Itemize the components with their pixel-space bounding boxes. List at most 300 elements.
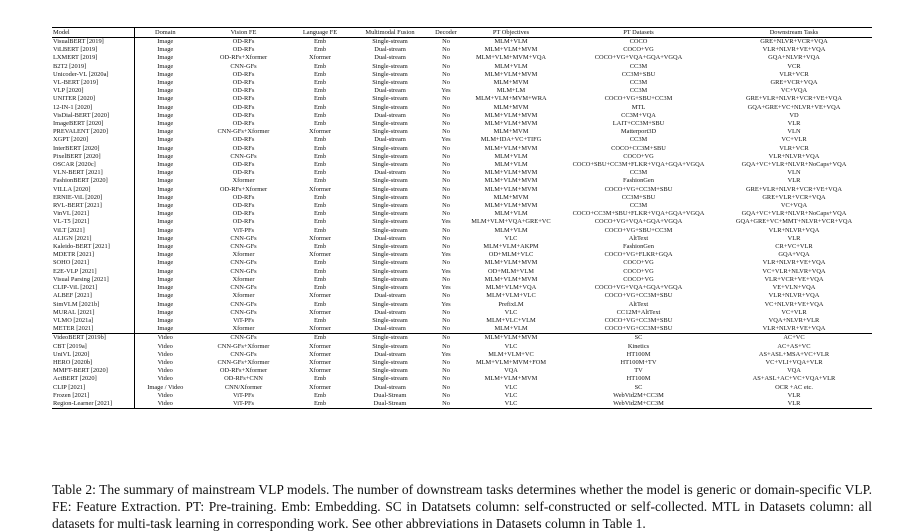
image-model-cell-vision-fe: OD-RFs bbox=[232, 120, 255, 128]
video-model-cell-multimodal-fusion: Dual-Stream bbox=[373, 399, 407, 407]
image-model-cell-pt-datasets: Matterport3D bbox=[620, 128, 657, 136]
image-model-cell-pt-datasets: COCO+VG bbox=[623, 267, 654, 275]
video-model-cell-decoder: No bbox=[442, 358, 450, 366]
image-model-cell-pt-objectives: MLM+VLM bbox=[494, 152, 528, 160]
image-model-cell-pt-datasets: COCO+VG bbox=[623, 152, 654, 160]
video-model-cell-pt-datasets: HT100M bbox=[626, 375, 651, 383]
image-model-cell-pt-objectives: MLM+VLM bbox=[494, 38, 528, 45]
image-model-cell-pt-objectives: MLM+VLM+VLC bbox=[486, 292, 536, 300]
image-model-cell-vision-fe: CNN-GFs bbox=[230, 234, 257, 242]
image-model-cell-downstream-tasks: VLR+NLVR+VQA bbox=[768, 226, 820, 234]
image-model-cell-vision-fe: OD-RFs bbox=[232, 193, 255, 201]
image-model-cell-decoder: No bbox=[442, 292, 450, 300]
image-model-cell-decoder: No bbox=[442, 325, 450, 333]
image-model-cell-decoder: No bbox=[442, 243, 450, 251]
table-row bbox=[52, 375, 872, 383]
image-model-cell-language-fe: Xformer bbox=[308, 292, 331, 300]
video-model-cell-model: CBT [2019a] bbox=[52, 343, 134, 351]
video-model-cell-domain: Image / Video bbox=[147, 383, 184, 391]
image-model-cell-downstream-tasks: VC+VQA bbox=[780, 202, 808, 210]
image-model-cell-pt-objectives: MLM+VLM+MVM bbox=[484, 120, 538, 128]
video-model-cell-vision-fe: CNN/Xformer bbox=[224, 383, 263, 391]
video-model-cell-domain: Video bbox=[157, 342, 173, 350]
video-model-cell-vision-fe: ViT-PFs bbox=[232, 399, 255, 407]
image-model-cell-model: MURAL [2021] bbox=[52, 309, 134, 317]
table-row bbox=[52, 351, 872, 359]
image-model-cell-pt-datasets: COCO+VG+CC3M+SBU bbox=[604, 316, 673, 324]
image-model-cell-language-fe: Emb bbox=[313, 243, 327, 251]
image-model-cell-domain: Image bbox=[157, 259, 174, 267]
table-row bbox=[52, 153, 872, 161]
image-model-cell-pt-datasets: COCO+VG+CC3M+SBU bbox=[604, 292, 673, 300]
image-model-cell-downstream-tasks: VLR bbox=[787, 234, 801, 242]
image-model-cell-domain: Image bbox=[157, 243, 174, 251]
video-model-cell-pt-objectives: VLC bbox=[504, 399, 518, 407]
image-model-cell-multimodal-fusion: Dual-stream bbox=[374, 308, 406, 316]
image-model-cell-model: OSCAR [2020c] bbox=[52, 161, 134, 169]
image-model-cell-vision-fe: OD-RFs bbox=[232, 70, 255, 78]
image-model-cell-model: SOHO [2021] bbox=[52, 259, 134, 267]
video-model-cell-domain: Video bbox=[157, 358, 173, 366]
image-model-cell-language-fe: Emb bbox=[313, 316, 327, 324]
image-model-cell-domain: Image bbox=[157, 136, 174, 144]
image-model-cell-multimodal-fusion: Dual-stream bbox=[374, 169, 406, 177]
image-model-cell-multimodal-fusion: Dual-stream bbox=[374, 292, 406, 300]
image-model-cell-downstream-tasks: VCR bbox=[787, 62, 801, 70]
image-model-cell-pt-datasets: FashionGen bbox=[623, 177, 654, 185]
image-model-cell-language-fe: Xformer bbox=[308, 128, 331, 136]
image-model-cell-language-fe: Xformer bbox=[308, 325, 331, 333]
image-model-cell-pt-objectives: MLM+VLC+VLM bbox=[486, 316, 536, 324]
video-model-cell-downstream-tasks: VLR bbox=[787, 399, 801, 407]
image-model-cell-domain: Image bbox=[157, 103, 174, 111]
image-model-cell-decoder: Yes bbox=[441, 300, 451, 308]
table-row bbox=[52, 54, 872, 62]
image-model-cell-decoder: No bbox=[442, 210, 450, 218]
image-model-cell-downstream-tasks: CR+VC+VLR bbox=[775, 243, 813, 251]
image-model-cell-decoder: No bbox=[442, 128, 450, 136]
image-model-cell-downstream-tasks: VLR bbox=[787, 177, 801, 185]
image-model-cell-pt-datasets: MTL bbox=[631, 103, 646, 111]
table-row bbox=[52, 367, 872, 375]
image-model-cell-language-fe: Xformer bbox=[308, 251, 331, 259]
image-model-cell-decoder: No bbox=[442, 234, 450, 242]
image-model-cell-language-fe: Emb bbox=[313, 177, 327, 185]
image-model-cell-language-fe: Emb bbox=[313, 226, 327, 234]
image-model-cell-pt-objectives: MLM+VLM+MVM bbox=[484, 111, 538, 119]
image-model-cell-downstream-tasks: GRE+VLR+NLVR+VCR+VE+VQA bbox=[746, 185, 842, 193]
video-model-cell-language-fe: Emb bbox=[313, 391, 327, 399]
image-model-cell-model: ALIGN [2021] bbox=[52, 235, 134, 243]
video-model-cell-pt-datasets: SC bbox=[634, 383, 643, 391]
image-model-cell-language-fe: Emb bbox=[313, 202, 327, 210]
image-model-cell-vision-fe: Xformer bbox=[232, 325, 255, 333]
video-model-cell-pt-objectives: MLM+VLM+MVM bbox=[461, 334, 561, 343]
image-model-cell-language-fe: Xformer bbox=[308, 308, 331, 316]
image-model-cell-multimodal-fusion: Single-stream bbox=[372, 185, 408, 193]
video-model-cell-multimodal-fusion: Single-stream bbox=[372, 342, 408, 350]
image-model-cell-pt-datasets: COCO+VG+SBU+CC3M bbox=[604, 226, 673, 234]
image-model-cell-pt-datasets: COCO+VG+CC3M+SBU bbox=[604, 325, 673, 333]
header-model: Model bbox=[52, 28, 134, 38]
image-model-cell-multimodal-fusion: Single-stream bbox=[372, 152, 408, 160]
image-model-cell-decoder: No bbox=[442, 79, 450, 87]
image-model-cell-vision-fe: OD-RFs bbox=[232, 218, 255, 226]
table-row bbox=[52, 79, 872, 87]
image-model-cell-vision-fe: OD-RFs bbox=[232, 202, 255, 210]
image-model-cell-multimodal-fusion: Dual-stream bbox=[374, 111, 406, 119]
image-model-cell-downstream-tasks: VC+NLVR+VE+VQA bbox=[764, 300, 824, 308]
image-model-cell-downstream-tasks: GQA+VC+VLR+NLVR+NoCaps+VQA bbox=[741, 210, 847, 218]
video-model-cell-pt-objectives: VQA bbox=[504, 367, 518, 375]
image-model-cell-pt-datasets: CC3M bbox=[629, 169, 648, 177]
image-model-cell-vision-fe: CNN-GFs bbox=[230, 243, 257, 251]
image-model-cell-pt-objectives: MLM+VLM+MVM bbox=[484, 259, 538, 267]
image-model-cell-multimodal-fusion: Single-stream bbox=[372, 120, 408, 128]
table-row bbox=[52, 71, 872, 79]
video-model-cell-decoder: No bbox=[442, 399, 450, 407]
video-model-cell-multimodal-fusion: Dual-stream bbox=[374, 383, 406, 391]
image-model-cell-pt-datasets: COCO+VG+VQA+GQA+VGQA bbox=[594, 54, 683, 62]
image-model-cell-vision-fe: Xformer bbox=[232, 275, 255, 283]
table-row bbox=[52, 325, 872, 334]
table-row bbox=[52, 284, 872, 292]
table-row bbox=[52, 292, 872, 300]
image-model-cell-vision-fe: OD-RFs bbox=[232, 210, 255, 218]
image-model-cell-language-fe: Emb bbox=[313, 70, 327, 78]
video-model-cell-decoder: No bbox=[442, 367, 450, 375]
video-model-cell-vision-fe: OD-RFs+Xformer bbox=[219, 367, 268, 375]
video-model-cell-model: CLIP [2021] bbox=[52, 384, 134, 392]
image-model-cell-decoder: No bbox=[442, 111, 450, 119]
image-model-cell-vision-fe: OD-RFs bbox=[232, 111, 255, 119]
image-model-cell-model: B2T2 [2019] bbox=[52, 63, 134, 71]
image-model-cell-domain: Image bbox=[157, 79, 174, 87]
image-model-cell-downstream-tasks: VLR+VCR bbox=[779, 144, 809, 152]
image-model-cell-multimodal-fusion: Single-stream bbox=[372, 316, 408, 324]
table-row bbox=[52, 400, 872, 409]
image-model-cell-decoder: No bbox=[442, 144, 450, 152]
image-model-cell-downstream-tasks: VLR+VCR bbox=[779, 70, 809, 78]
image-model-cell-model: CLIP-ViL [2021] bbox=[52, 284, 134, 292]
image-model-cell-language-fe: Emb bbox=[313, 103, 327, 111]
video-model-cell-downstream-tasks: VQA bbox=[787, 367, 801, 375]
image-model-cell-model: VLP [2020] bbox=[52, 87, 134, 95]
image-model-cell-decoder: Yes bbox=[441, 87, 451, 95]
image-model-cell-model: Visual Parsing [2021] bbox=[52, 276, 134, 284]
image-model-cell-downstream-tasks: VLR+NLVR+VE+VQA bbox=[762, 46, 826, 54]
video-model-cell-downstream-tasks: AS+ASL+AC+VC+VQA+VLR bbox=[752, 375, 836, 383]
image-model-cell-downstream-tasks: GQA+VC+VLR+NLVR+NoCaps+VQA bbox=[741, 161, 847, 169]
table-row bbox=[52, 392, 872, 400]
image-model-cell-decoder: No bbox=[442, 202, 450, 210]
table-row bbox=[52, 301, 872, 309]
video-model-cell-model: MMFT-BERT [2020] bbox=[52, 367, 134, 375]
video-model-cell-multimodal-fusion: Single-stream bbox=[372, 358, 408, 366]
image-model-cell-downstream-tasks: VC+VLR bbox=[781, 308, 807, 316]
image-model-cell-pt-objectives: MLM+VLM+AKPM bbox=[483, 243, 539, 251]
image-model-cell-vision-fe: CNN-GFs bbox=[230, 284, 257, 292]
image-model-cell-model: ImageBERT [2020] bbox=[52, 120, 134, 128]
table-row bbox=[52, 202, 872, 210]
image-model-cell-pt-datasets: COCO+VG bbox=[623, 259, 654, 267]
image-model-cell-domain: Image bbox=[157, 325, 174, 333]
video-model-cell-model: HERO [2020b] bbox=[52, 359, 134, 367]
image-model-cell-domain: Image bbox=[157, 284, 174, 292]
image-model-cell-vision-fe: OD-RFs bbox=[232, 103, 255, 111]
image-model-cell-pt-datasets: LAIT+CC3M+SBU bbox=[612, 120, 665, 128]
image-model-cell-domain: Image bbox=[157, 144, 174, 152]
image-model-cell-domain: Image bbox=[157, 210, 174, 218]
table-row bbox=[52, 243, 872, 251]
image-model-cell-pt-objectives: MLM+VLM+MVM bbox=[484, 70, 538, 78]
image-model-cell-domain: Image bbox=[157, 128, 174, 136]
table-row bbox=[52, 227, 872, 235]
video-model-cell-decoder: No bbox=[442, 383, 450, 391]
video-model-cell-vision-fe: CNN-GFs+Xformer bbox=[217, 358, 270, 366]
header-pt-objectives: PT Objectives bbox=[461, 28, 561, 38]
image-model-cell-pt-objectives: MLM+MVM bbox=[493, 128, 529, 136]
image-model-cell-decoder: No bbox=[442, 46, 450, 54]
image-model-cell-downstream-tasks: GRE+VLR+NLVR+VCR+VE+VQA bbox=[746, 95, 842, 103]
image-model-cell-pt-datasets: COCO+SBU+CC3M+FLKR+VQA+GQA+VGQA bbox=[572, 161, 705, 169]
video-model-cell-decoder: Yes bbox=[441, 350, 451, 358]
image-model-cell-multimodal-fusion: Single-stream bbox=[372, 161, 408, 169]
video-model-cell-language-fe: Xformer bbox=[308, 383, 331, 391]
image-model-cell-multimodal-fusion: Single-stream bbox=[372, 243, 408, 251]
image-model-cell-domain: Image bbox=[157, 267, 174, 275]
video-model-cell-domain: Video bbox=[157, 399, 173, 407]
image-model-cell-domain: Image bbox=[157, 185, 174, 193]
image-model-cell-multimodal-fusion: Single-stream bbox=[372, 226, 408, 234]
image-model-cell-decoder: No bbox=[442, 226, 450, 234]
image-model-cell-pt-objectives: MLM+VLM bbox=[494, 226, 528, 234]
image-model-cell-multimodal-fusion: Single-stream bbox=[372, 144, 408, 152]
image-model-cell-pt-objectives: MLM+LM bbox=[496, 87, 526, 95]
image-model-cell-model: RVL-BERT [2021] bbox=[52, 202, 134, 210]
table-row bbox=[52, 251, 872, 259]
image-model-cell-vision-fe: CNN-GFs bbox=[230, 308, 257, 316]
table-row bbox=[52, 259, 872, 267]
image-model-cell-model: VisDial-BERT [2020] bbox=[52, 112, 134, 120]
image-model-cell-vision-fe: OD-RFs+Xformer bbox=[219, 54, 268, 62]
video-model-cell-pt-datasets: SC bbox=[561, 334, 716, 343]
image-model-cell-domain: Image bbox=[157, 308, 174, 316]
image-model-cell-domain: Image bbox=[157, 38, 174, 45]
table-row bbox=[52, 104, 872, 112]
image-model-cell-pt-objectives: VLC bbox=[504, 308, 518, 316]
image-model-cell-vision-fe: Xformer bbox=[232, 177, 255, 185]
video-model-cell-downstream-tasks: VC+VLI+VQA+VLR bbox=[765, 358, 823, 366]
image-model-cell-multimodal-fusion: Dual-stream bbox=[374, 54, 406, 62]
image-model-cell-pt-datasets: AltText bbox=[628, 300, 649, 308]
video-model-cell-domain: Video bbox=[157, 375, 173, 383]
image-model-cell-pt-datasets: CC3M+SBU bbox=[621, 193, 656, 201]
image-model-cell-multimodal-fusion: Dual-stream bbox=[374, 87, 406, 95]
video-model-cell-pt-objectives: VLC bbox=[504, 391, 518, 399]
image-model-cell-language-fe: Emb bbox=[313, 120, 327, 128]
image-model-cell-pt-objectives: MLM+VLM+MVM bbox=[484, 202, 538, 210]
video-model-cell-language-fe: Xformer bbox=[308, 350, 331, 358]
header-language-fe: Language FE bbox=[291, 28, 349, 38]
image-model-cell-multimodal-fusion: Single-stream bbox=[372, 70, 408, 78]
video-model-cell-model: UniVL [2020] bbox=[52, 351, 134, 359]
image-model-cell-model: VLMO [2021a] bbox=[52, 317, 134, 325]
image-model-cell-model: 12-IN-1 [2020] bbox=[52, 104, 134, 112]
image-model-cell-downstream-tasks: VC+VQA bbox=[780, 87, 808, 95]
video-model-cell-downstream-tasks: AC+AS+VC bbox=[777, 342, 811, 350]
table-row bbox=[52, 87, 872, 95]
image-model-cell-domain: Image bbox=[157, 218, 174, 226]
image-model-cell-decoder: Yes bbox=[441, 284, 451, 292]
image-model-cell-vision-fe: Xformer bbox=[232, 292, 255, 300]
video-model-cell-pt-datasets: TV bbox=[634, 367, 643, 375]
image-model-cell-language-fe: Xformer bbox=[308, 54, 331, 62]
image-model-cell-model: XGPT [2020] bbox=[52, 136, 134, 144]
image-model-cell-decoder: No bbox=[442, 259, 450, 267]
image-model-cell-vision-fe: CNN-GFs bbox=[230, 152, 257, 160]
image-model-cell-model: E2E-VLP [2021] bbox=[52, 268, 134, 276]
image-model-cell-pt-datasets: CC3M bbox=[629, 136, 648, 144]
image-model-cell-vision-fe: OD-RFs bbox=[232, 46, 255, 54]
image-model-cell-pt-datasets: CC3M+VQA bbox=[621, 111, 656, 119]
image-model-cell-pt-datasets: COCO+VG+CC3M+SBU bbox=[604, 185, 673, 193]
video-model-cell-domain: Video bbox=[157, 367, 173, 375]
image-model-cell-language-fe: Emb bbox=[313, 62, 327, 70]
image-model-cell-downstream-tasks: GRE+VCR+VQA bbox=[770, 79, 818, 87]
video-model-cell-vision-fe: CNN-GFs+Xformer bbox=[217, 342, 270, 350]
image-model-cell-language-fe: Emb bbox=[313, 259, 327, 267]
image-model-cell-downstream-tasks: VC+VLR+NLVR+VQA bbox=[762, 267, 826, 275]
image-model-cell-downstream-tasks: VLR+NLVR+VQA bbox=[768, 292, 820, 300]
image-model-cell-model: VL-BERT [2019] bbox=[52, 79, 134, 87]
video-model-cell-decoder: No bbox=[442, 391, 450, 399]
image-model-cell-pt-datasets: CC3M bbox=[629, 202, 648, 210]
image-model-cell-vision-fe: Xformer bbox=[232, 251, 255, 259]
video-model-cell-pt-datasets: HT100M+TV bbox=[620, 358, 657, 366]
image-model-cell-decoder: No bbox=[442, 193, 450, 201]
image-model-cell-pt-objectives: MLM+VLM+MVM bbox=[484, 46, 538, 54]
image-model-cell-multimodal-fusion: Dual-stream bbox=[374, 325, 406, 333]
image-model-cell-vision-fe: OD-RFs bbox=[232, 95, 255, 103]
table-row bbox=[52, 38, 872, 47]
video-model-cell-multimodal-fusion: Single-stream bbox=[372, 375, 408, 383]
image-model-cell-language-fe: Emb bbox=[313, 95, 327, 103]
image-model-cell-vision-fe: OD-RFs bbox=[232, 169, 255, 177]
image-model-cell-downstream-tasks: VLR+NLVR+VE+VQA bbox=[762, 325, 826, 333]
image-model-cell-vision-fe: OD-RFs+Xformer bbox=[219, 185, 268, 193]
image-model-cell-domain: Image bbox=[157, 161, 174, 169]
video-model-cell-multimodal-fusion: Dual-Stream bbox=[373, 391, 407, 399]
image-model-cell-pt-objectives: PrefixLM bbox=[498, 300, 524, 308]
image-model-cell-pt-datasets: CC3M bbox=[629, 79, 648, 87]
image-model-cell-domain: Image bbox=[157, 54, 174, 62]
image-model-cell-pt-datasets: AltText bbox=[628, 234, 649, 242]
table-body bbox=[52, 38, 872, 409]
image-model-cell-vision-fe: CNN-GFs bbox=[230, 300, 257, 308]
image-model-cell-model: Unicoder-VL [2020a] bbox=[52, 71, 134, 79]
image-model-cell-pt-objectives: MLM+VLM+MVM bbox=[484, 177, 538, 185]
image-model-cell-model: VinVL [2021] bbox=[52, 210, 134, 218]
image-model-cell-pt-datasets: CC12M+AltText bbox=[616, 308, 661, 316]
image-model-cell-language-fe: Emb bbox=[313, 169, 327, 177]
image-model-cell-decoder: No bbox=[442, 169, 450, 177]
table-row bbox=[52, 384, 872, 392]
image-model-cell-vision-fe: OD-RFs bbox=[232, 161, 255, 169]
image-model-cell-model: ViLBERT [2019] bbox=[52, 46, 134, 54]
image-model-cell-downstream-tasks: VE+VLN+VQA bbox=[772, 284, 816, 292]
image-model-cell-downstream-tasks: VLR+NLVR+VE+VQA bbox=[762, 259, 826, 267]
video-model-cell-model: ActBERT [2020] bbox=[52, 375, 134, 383]
table-row bbox=[52, 95, 872, 103]
image-model-cell-domain: Image bbox=[157, 46, 174, 54]
video-model-cell-domain: Video bbox=[134, 334, 196, 343]
image-model-cell-downstream-tasks: GRE+NLVR+VCR+VQA bbox=[760, 38, 828, 45]
image-model-cell-vision-fe: CNN-GFs+Xformer bbox=[217, 128, 270, 136]
image-model-cell-model: FashionBERT [2020] bbox=[52, 177, 134, 185]
image-model-cell-domain: Image bbox=[157, 226, 174, 234]
image-model-cell-pt-objectives: MLM+VLM+MVM+VQA bbox=[475, 54, 547, 62]
image-model-cell-multimodal-fusion: Single-stream bbox=[372, 251, 408, 259]
image-model-cell-domain: Image bbox=[157, 62, 174, 70]
image-model-cell-multimodal-fusion: Single-stream bbox=[372, 38, 408, 45]
image-model-cell-model: ViLT [2021] bbox=[52, 227, 134, 235]
image-model-cell-downstream-tasks: VLR+VCR+VE+VQA bbox=[764, 275, 824, 283]
image-model-cell-language-fe: Emb bbox=[313, 87, 327, 95]
video-model-cell-model: Region-Learner [2021] bbox=[52, 400, 134, 409]
header-pt-datasets: PT Datasets bbox=[561, 28, 716, 38]
image-model-cell-model: VLN-BERT [2021] bbox=[52, 169, 134, 177]
table-caption: Table 2: The summary of mainstream VLP models. The number of downstream tasks determines whether the model is generic or domain-specific VLP. FE: Feature Extraction. PT: Pre-training. Emb: Embedding. SC in Datatsets column: self-constructed or self-collected. MTL in Datasets column: all datasets for multi-task learning in corresponding work. See other abbreviations in Datasets column in Table 1. bbox=[52, 481, 872, 531]
image-model-cell-model: PixelBERT [2020] bbox=[52, 153, 134, 161]
image-model-cell-pt-datasets: COCO+VG+SBU+CC3M bbox=[604, 95, 673, 103]
image-model-cell-language-fe: Emb bbox=[313, 79, 327, 87]
image-model-cell-decoder: No bbox=[442, 54, 450, 62]
image-model-cell-multimodal-fusion: Single-stream bbox=[372, 267, 408, 275]
image-model-cell-pt-datasets: CC3M bbox=[629, 62, 648, 70]
table-row bbox=[52, 235, 872, 243]
table-header-row bbox=[52, 28, 872, 38]
image-model-cell-language-fe: Emb bbox=[313, 210, 327, 218]
image-model-cell-pt-datasets: CC3M+SBU bbox=[621, 70, 656, 78]
header-decoder: Decoder bbox=[431, 28, 461, 38]
image-model-cell-domain: Image bbox=[157, 152, 174, 160]
image-model-cell-pt-objectives: OD+MLM+VLM bbox=[488, 267, 534, 275]
video-model-cell-pt-objectives: MLM+VLM+VC bbox=[488, 350, 534, 358]
video-model-cell-language-fe: Xformer bbox=[308, 342, 331, 350]
image-model-cell-pt-objectives: MLM+VLM bbox=[494, 210, 528, 218]
image-model-cell-vision-fe: CNN-GFs bbox=[230, 267, 257, 275]
table-row bbox=[52, 120, 872, 128]
image-model-cell-pt-objectives: VLC bbox=[504, 234, 518, 242]
image-model-cell-multimodal-fusion: Single-stream bbox=[372, 300, 408, 308]
video-model-cell-model: VideoBERT [2019b] bbox=[52, 334, 134, 343]
image-model-cell-downstream-tasks: GQA+GRE+VC+NLVR+VE+VQA bbox=[747, 103, 841, 111]
image-model-cell-decoder: No bbox=[442, 70, 450, 78]
video-model-cell-multimodal-fusion: Single-stream bbox=[349, 334, 431, 343]
image-model-cell-language-fe: Emb bbox=[313, 144, 327, 152]
table-row bbox=[52, 128, 872, 136]
image-model-cell-decoder: No bbox=[442, 161, 450, 169]
video-model-cell-language-fe: Emb bbox=[291, 334, 349, 343]
table-row bbox=[52, 136, 872, 144]
image-model-cell-pt-datasets: FashionGen bbox=[623, 243, 654, 251]
image-model-cell-decoder: No bbox=[442, 185, 450, 193]
image-model-cell-pt-objectives: MLM+VLM+MVM bbox=[484, 275, 538, 283]
video-model-cell-decoder: No bbox=[442, 375, 450, 383]
image-model-cell-domain: Image bbox=[157, 87, 174, 95]
video-model-cell-decoder: No bbox=[442, 342, 450, 350]
